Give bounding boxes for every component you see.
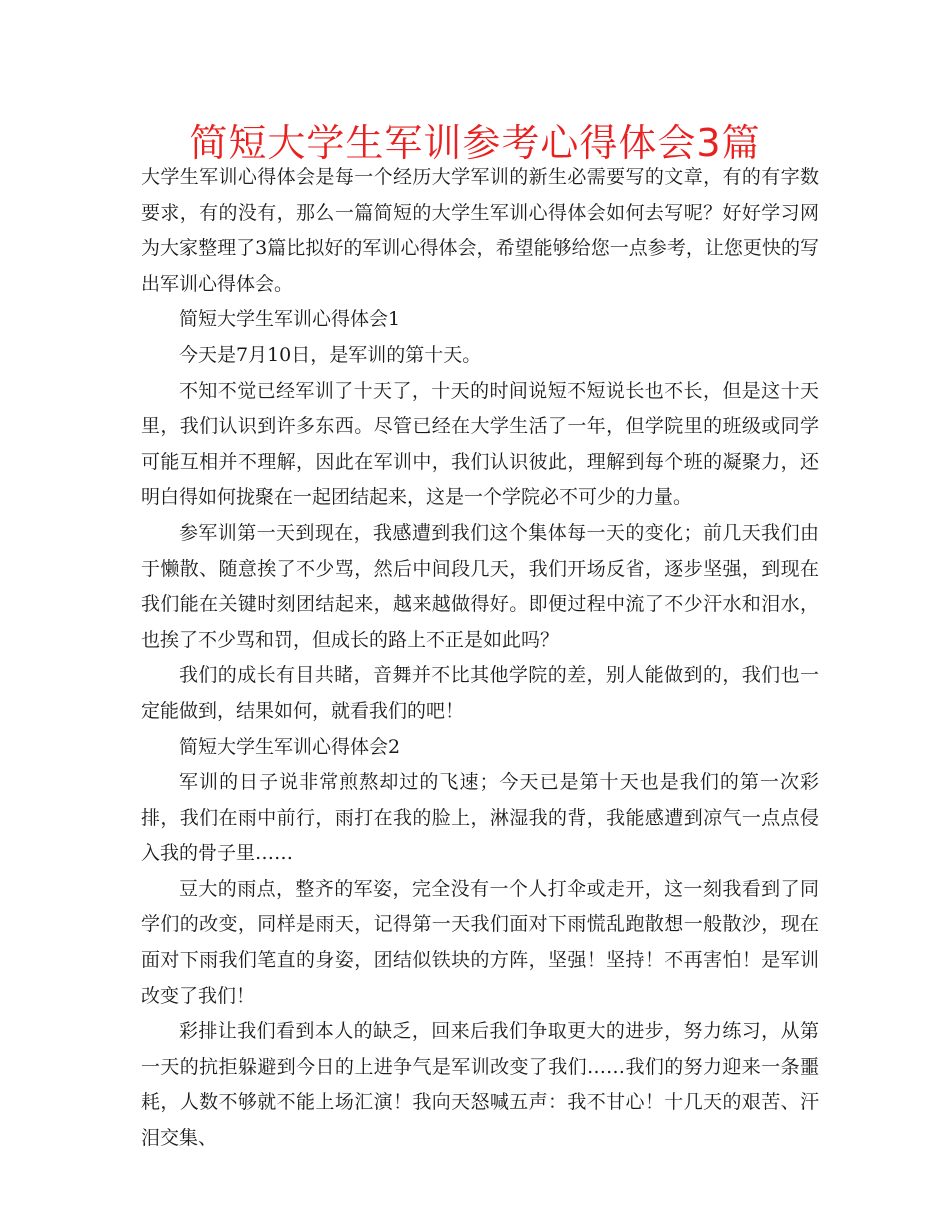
paragraph: 豆大的雨点，整齐的军姿，完全没有一个人打伞或走开，这一刻我看到了同学们的改变，同样是雨天，记得第一天我们面对下雨慌乱跑散想一般散沙，现在面对下雨我们笔直的身姿，团结似铁块的方阵，坚强！坚持！不再害怕！是军训改变了我们！ — [141, 877, 819, 1007]
document-title: 简短大学生军训参考心得体会3篇 — [189, 121, 761, 165]
paragraph: 参军训第一天到现在，我感遭到我们这个集体每一天的变化；前几天我们由于懒散、随意挨了不少骂，然后中间段几天，我们开场反省，逐步坚强，到现在我们能在关键时刻团结起来，越来越做得好。即便过程中流了不少汗水和泪水，也挨了不少骂和罚，但成长的路上不正是如此吗？ — [141, 521, 819, 651]
paragraph: 我们的成长有目共睹，音舞并不比其他学院的差，别人能做到的，我们也一定能做到，结果如何，就看我们的吧！ — [141, 664, 819, 722]
paragraph: 今天是7月10日，是军训的第十天。 — [179, 343, 482, 366]
intro-paragraph: 大学生军训心得体会是每一个经历大学军训的新生必需要写的文章，有的有字数要求，有的没有，那么一篇简短的大学生军训心得体会如何去写呢？好好学习网为大家整理了3篇比拟好的军训心得体会，希望能够给您一点参考，让您更快的写出军训心得体会。 — [141, 166, 819, 295]
document-body — [141, 160, 819, 1157]
section-heading-1: 简短大学生军训心得体会1 — [179, 308, 401, 331]
paragraph: 彩排让我们看到本人的缺乏，回来后我们争取更大的进步，努力练习，从第一天的抗拒躲避到今日的上进争气是军训改变了我们……我们的努力迎来一条噩耗，人数不够就不能上场汇演！我向天怒喊五声：我不甘心！十几天的艰苦、汗泪交集、 — [141, 1020, 819, 1150]
paragraph: 军训的日子说非常煎熬却过的飞速；今天已是第十天也是我们的第一次彩排，我们在雨中前行，雨打在我的脸上，淋湿我的背，我能感遭到凉气一点点侵入我的骨子里…… — [141, 771, 819, 865]
section-heading-2: 简短大学生军训心得体会2 — [179, 735, 401, 758]
paragraph: 不知不觉已经军训了十天了，十天的时间说短不短说长也不长，但是这十天里，我们认识到许多东西。尽管已经在大学生活了一年，但学院里的班级或同学可能互相并不理解，因此在军训中，我们认识彼此，理解到每个班的凝聚力，还明白得如何拢聚在一起团结起来，这是一个学院必不可少的力量。 — [141, 379, 819, 509]
